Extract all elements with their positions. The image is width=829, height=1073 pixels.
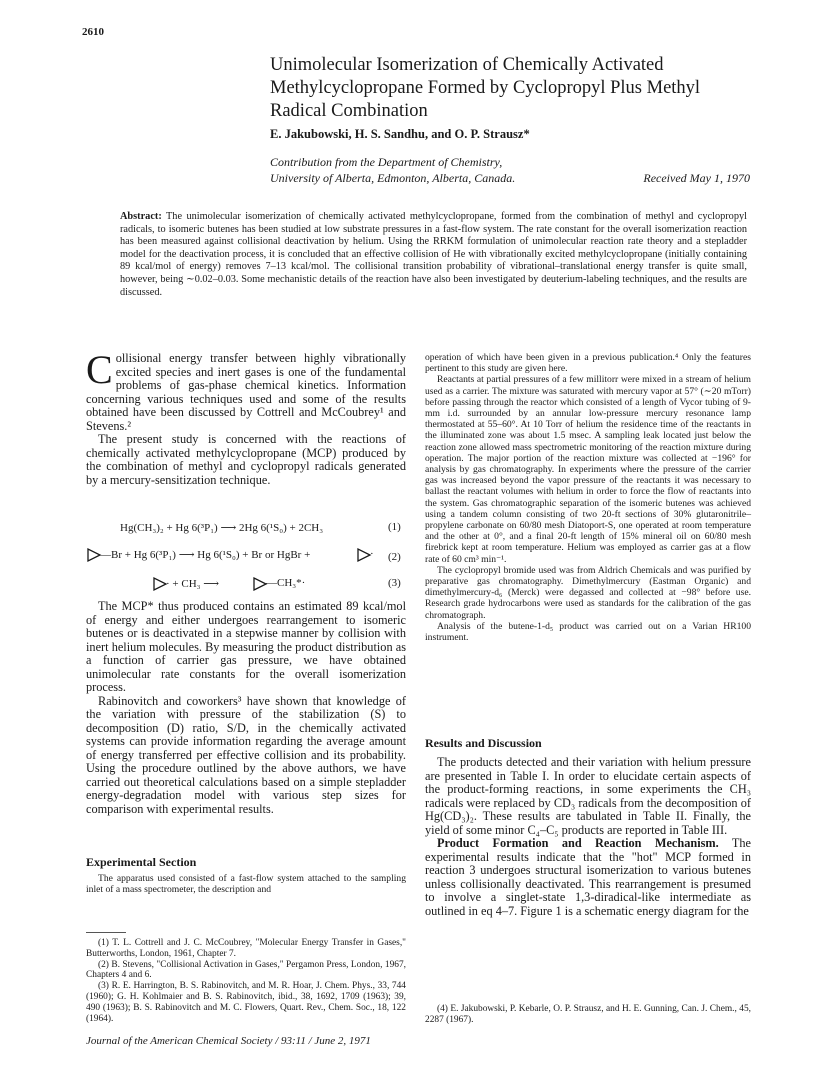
results-paragraph-1: The products detected and their variation with helium pressure are presented in Table I. In order to elucidate certain aspects of the product-forming reactions, in some experiments the CH₃ radicals were replaced by CD₃ radicals from the decomposition of Hg(CD₃)₂. These results are tabulated in Table II. Finally, the yield of some minor C₄–C₅ products are reported in Table III.: [425, 755, 751, 837]
experimental-paragraph: [86, 873, 406, 895]
abstract: [120, 211, 747, 299]
page-number: 2610: [82, 26, 104, 38]
materials-paragraph: The cyclopropyl bromide used was from Aldrich Chemicals and was purified by preparative gas chromatography. Dimethylmercury (Eastman Organic) and dimethylmercury-d₆ (Merck) were degassed and collected at −98° before use. Research grade hydrocarbons were used as standards for the calibration of the gas chromatograph.: [425, 564, 751, 621]
authors: E. Jakubowski, H. S. Sandhu, and O. P. Strausz*: [270, 127, 530, 141]
footnote-3: (3) R. E. Harrington, B. S. Rabinovitch, and M. R. Hoar, J. Chem. Phys., 33, 744 (1960); G. H. Kohlmaier and B. S. Rabinovitch, ibid., 38, 1692, 1709 (1963); 39, 490 (1963); B. S. Rabinovitch and M. C. Flowers, Quart. Rev., Chem. Soc., 18, 122 (1964).: [86, 981, 406, 1024]
affiliation-line-2: University of Alberta, Edmonton, Alberta, Canada.: [270, 171, 516, 185]
experimental-text: The apparatus used consisted of a fast-flow system attached to the sampling inlet of a mass spectrometer, the description and: [86, 873, 406, 896]
mechanism-subheading: Product Formation and Reaction Mechanism.: [437, 836, 719, 850]
abstract-text: The unimolecular isomerization of chemically activated methylcyclopropane, formed from the combination of methyl and cyclopropyl radicals, to isomeric butenes has been studied at low substrate pressures in a fast-flow system. The rate constant for the overall isomerization reaction has been measured against collisional deactivation by helium. Using the RRKM formulation of unimolecular reaction rate theory and a stepladder model for the deactivation process, it is concluded that an effective collision of He with vibrationally excited methylcyclopropane (initially containing 89 kcal/mol of energy) removes 7–13 kcal/mol. The collisional transition probability of vibrational–translational energy transfer is quite small, however, being ∼0.02–0.03. Some mechanistic details of the reaction have also been investigated by deuterium-labeling techniques, and the results are discussed.: [120, 211, 747, 298]
abstract-label: Abstract:: [120, 211, 162, 222]
article-title: Unimolecular Isomerization of Chemically Activated Methylcyclopropane Formed by Cyclopropyl Plus Methyl Radical Combination: [270, 55, 701, 121]
equation-3-text: · + CH₃ ⟶: [166, 578, 220, 590]
footnote-2: (2) B. Stevens, "Collisional Activation in Gases," Pergamon Press, London, 1967, Chapters 4 and 6.: [86, 959, 406, 981]
affiliation-line-1: Contribution from the Department of Chemistry,: [270, 155, 503, 169]
experimental-continued: operation of which have been given in a previous publication.⁴ Only the features pertinent to this study are given here.: [425, 352, 751, 375]
footnote-divider: [86, 932, 126, 933]
left-column-intro: [86, 347, 406, 487]
mcp-paragraph: The MCP* thus produced contains an estimated 89 kcal/mol of energy and either undergoes rearrangement to isomeric butenes or is deactivated in a stepwise manner by collision with inert helium molecules. By measuring the product distribution as a function of carrier gas pressure, we have obtained unimolecular rate constants for the overall isomerization process.: [86, 599, 406, 694]
equation-1-number: (1): [388, 521, 401, 533]
experimental-heading: Experimental Section: [86, 855, 197, 869]
equation-1: Hg(CH₃)₂ + Hg 6(³P₁) ⟶ 2Hg 6(¹S₀) + 2CH₃: [120, 522, 324, 534]
analysis-paragraph: Analysis of the butene-1-d₅ product was carried out on a Varian HR100 instrument.: [425, 620, 751, 644]
received-date: Received May 1, 1970: [643, 171, 750, 185]
equation-2-number: (2): [388, 551, 401, 563]
drop-cap: C: [86, 347, 113, 392]
results-heading: Results and Discussion: [425, 736, 542, 750]
footnote-1: (1) T. L. Cottrell and J. C. McCoubrey, "Molecular Energy Transfer in Gases," Butterworths, London, 1961, Chapter 7.: [86, 938, 406, 959]
footnote-4-text: (4) E. Jakubowski, P. Kebarle, O. P. Strausz, and H. E. Gunning, Can. J. Chem., 45, 2287 (1967).: [425, 1004, 751, 1025]
intro-paragraph-1: ollisional energy transfer between highly vibrationally excited species and inert gases is one of the fundamental problems of gas-phase chemical kinetics. Information concerning various techniques used and some of the results obtained have been discussed by Cottrell and McCoubrey¹ and Stevens.²: [86, 351, 406, 433]
results-paragraph-2: [425, 837, 751, 918]
equation-3-number: (3): [388, 577, 401, 589]
journal-footer: Journal of the American Chemical Society / 93:11 / June 2, 1971: [86, 1035, 371, 1047]
footnote-4: [425, 1004, 751, 1026]
right-column-results: [425, 756, 751, 918]
affiliation: [270, 154, 750, 186]
footnotes-left: [86, 938, 406, 1024]
equation-2-radical-dot: ·: [370, 548, 374, 560]
mechanism-text: The experimental results indicate that the "hot" MCP formed in reaction 3 undergoes structural isomerization to various butenes unless collisionally deactivated. This rearrangement is presumed to involve a singlet-state 1,3-diradical-like intermediate as outlined in eq 4–7. Figure 1 is a schematic energy diagram for the: [425, 836, 751, 918]
left-column-body: [86, 600, 406, 816]
rabinovitch-paragraph: Rabinovitch and coworkers³ have shown that knowledge of the variation with pressure of the stabilization (S) to decomposition (D) ratio, S/D, in the chemically activated systems can provide information regarding the average amount of energy transferred per effective collision and its probability. Using the procedure outlined by the above authors, we have carried out theoretical calculations based on a simple stepladder energy-degradation model with various step sizes for comparison with experimental results.: [86, 693, 406, 816]
equation-3-product: —CH₃*·: [266, 577, 306, 589]
intro-paragraph-2: The present study is concerned with the reactions of chemically activated methylcyclopropane (MCP) produced by the combination of methyl and cyclopropyl radicals generated by a mercury-sensitization technique.: [86, 432, 406, 487]
right-column-experimental: [425, 352, 751, 643]
reactants-paragraph: Reactants at partial pressures of a few millitorr were mixed in a stream of helium used as a carrier. The mixture was saturated with mercury vapor at 57° (∼20 mTorr) before passing through the reactor which consisted of a length of Vycor tubing of 9-mm i.d. surrounded by an annular low-pressure mercury resonance lamp thermostated at 55–60°. At 10 Torr of helium the residence time of the reactants in the illuminated zone was about 1.5 msec. A sampling leak located just below the reaction zone allowed mass spectrometric monitoring of the reaction mixture during operation. The major portion of the reaction mixture was collected at −196° for analysis by gas chromatography. In experiments where the pressure of the carrier gas was increased beyond the vapor pressure of the reactants it was necessary to ballast the reactant volumes with helium in order to force the flow of reactants into the system. Gas chromatographic separation of the isomeric butenes was achieved using a tandem column consisting of two 20-ft sections of 30% glutaronitrile–propylene carbonate on 60/80 mesh Diatoport-S, one operated at room temperature and the other at 0°, and a final 20-ft length of 15% mineral oil on 60/80 mesh firebrick kept at room temperature. Helium was employed as carrier gas at a flow rate of 60 cm³ min⁻¹.: [425, 374, 751, 565]
equation-2-text: —Br + Hg 6(³P₁) ⟶ Hg 6(¹S₀) + Br or HgBr +: [100, 549, 311, 561]
